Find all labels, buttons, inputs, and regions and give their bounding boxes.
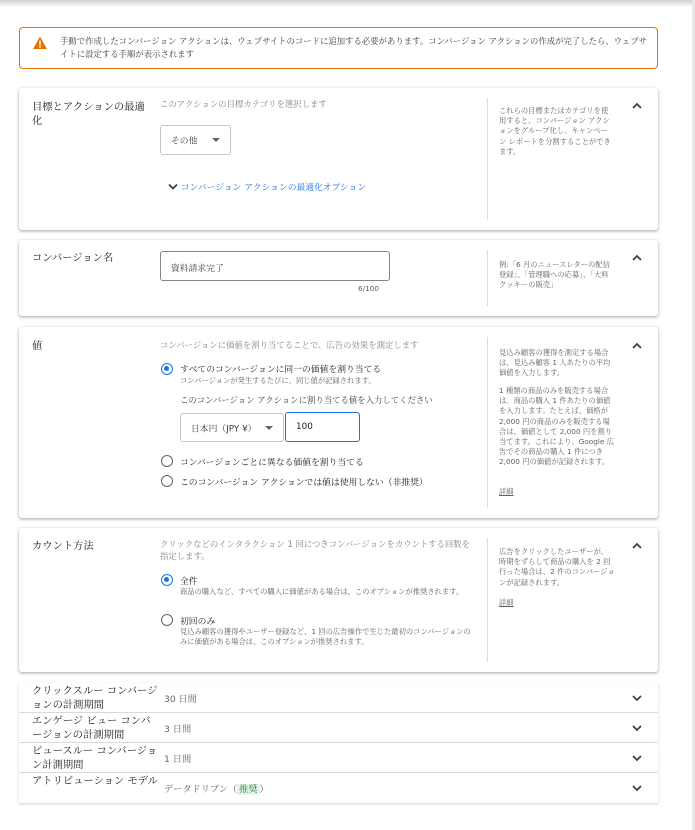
dropdown-arrow-icon: [265, 426, 273, 430]
row-label: エンゲージ ビュー コンバージョンの計測期間: [32, 715, 151, 741]
warning-text: 手動で作成したコンバージョン アクションは、ウェブサイトのコードに追加する必要があります。コンバージョン アクションの作成が完了したら、ウェブサイトに設定する手順が表示されます: [60, 36, 647, 59]
count-learn-more-link[interactable]: 詳細: [499, 598, 514, 607]
option-same-value-desc: コンバージョンが発生するたびに、同じ値が記録されます。: [180, 376, 376, 385]
card-divider: [487, 337, 488, 508]
radio-no-value[interactable]: [161, 475, 173, 487]
currency-value: 日本円（JPY ¥）: [191, 424, 257, 434]
count-label: カウント方法: [32, 540, 94, 552]
value-help-products: 1 種類の商品のみを販売する場合は、商品の購入 1 件あたりの価値を入力します。たとえば、価格が 2,000 円の商品のみを販売する場合は、価値として 2,000 円を割り当てます。これにより、Google 広告でその商品の購入 1 件につき 2,000 円の価値が記録されます。: [499, 386, 615, 467]
row-label: アトリビューション モデル: [32, 775, 158, 787]
chevron-up-icon[interactable]: [630, 99, 644, 113]
chevron-down-icon[interactable]: [630, 721, 644, 735]
value-hint: コンバージョンに価値を割り当てることで、広告の効果を測定します: [160, 340, 419, 350]
chevron-down-icon[interactable]: [630, 691, 644, 705]
chevron-down-icon[interactable]: [630, 781, 644, 795]
attribution-value-end: ）: [259, 784, 269, 795]
count-hint: クリックなどのインタラクション 1 回につきコンバージョンをカウントする回数を指定します。: [160, 539, 470, 561]
card-divider: [487, 98, 488, 220]
row-value: 1 日間: [164, 754, 192, 765]
radio-count-one[interactable]: [161, 614, 173, 626]
goal-category-select[interactable]: [160, 125, 231, 155]
optimization-options-label: コンバージョン アクションの最適化オプション: [180, 183, 367, 193]
card-divider: [487, 538, 488, 662]
optimization-options-link[interactable]: [168, 180, 366, 193]
radio-different-value[interactable]: [161, 455, 173, 467]
radio-count-every[interactable]: [161, 574, 173, 586]
chevron-up-icon[interactable]: [630, 251, 644, 265]
row-value: 3 日間: [164, 724, 192, 735]
value-help-leads: 見込み顧客の獲得を測定する場合は、見込み顧客 1 人あたりの平均価値を入力します。: [499, 348, 611, 378]
conversion-name-input[interactable]: [160, 251, 390, 281]
goal-card: [19, 88, 658, 230]
amount-value: 100: [296, 421, 313, 432]
option-no-value-label: このコンバージョン アクションでは値は使用しない（非推奨）: [180, 478, 428, 488]
option-one-desc: 見込み顧客の獲得やユーザー登録など、1 回の広告操作で生じた最初のコンバージョンのみに価値がある場合は、このオプションが推奨されます。: [180, 627, 471, 646]
warning-banner: [19, 27, 658, 69]
value-card: [19, 327, 658, 518]
option-same-value-label: すべてのコンバージョンに同一の価値を割り当てる: [180, 365, 382, 375]
conversion-name-card: [19, 240, 658, 316]
warning-icon: [32, 35, 48, 51]
row-label: ビュースルー コンバージョン計測期間: [32, 745, 158, 771]
value-learn-more-link[interactable]: 詳細: [499, 487, 514, 496]
row-value: [164, 781, 269, 795]
option-every-label: 全件: [180, 577, 198, 587]
goal-hint: このアクションの目標カテゴリを選択します: [160, 99, 327, 109]
option-different-value-label: コンバージョンごとに異なる価値を割り当てる: [180, 458, 364, 468]
char-counter: 6/100: [358, 284, 380, 293]
count-help: 広告をクリックしたユーザーが、時期をずらして商品の購入を 2 回行った場合は、2 件のコンバージョンが記録されます。: [499, 547, 615, 587]
conversion-name-value: 資料請求完了: [171, 264, 224, 274]
option-one-label: 初回のみ: [180, 617, 216, 627]
card-divider: [487, 250, 488, 306]
view-through-window-row[interactable]: [19, 743, 658, 772]
currency-select[interactable]: [180, 413, 284, 442]
value-label: 値: [32, 340, 43, 352]
top-bar: [0, 0, 695, 6]
chevron-up-icon[interactable]: [630, 539, 644, 553]
goal-help: これらの目標またはカテゴリを使用すると、コンバージョン アクションをグループ化し、キャンペーン レポートを分割することができます。: [499, 106, 611, 156]
chevron-down-icon[interactable]: [630, 751, 644, 765]
goal-label: 目標とアクションの最適化: [32, 101, 145, 127]
chevron-up-icon[interactable]: [630, 339, 644, 353]
row-value: 30 日間: [164, 694, 197, 705]
option-every-desc: 商品の購入など、すべての購入に価値がある場合は、このオプションが推奨されます。: [180, 587, 464, 596]
amount-prompt: このコンバージョン アクションに割り当てる値を入力してください: [180, 395, 433, 405]
engaged-view-window-row[interactable]: [19, 713, 658, 742]
attribution-model-row[interactable]: [19, 773, 658, 803]
conversion-name-help: 例:「6 月のニュースレターの配信登録」、「管理職への応募」、「大料クッキーの販売」: [499, 260, 610, 290]
conversion-name-label: コンバージョン名: [32, 252, 114, 264]
goal-category-value: その他: [171, 136, 198, 147]
amount-input[interactable]: [285, 412, 360, 442]
recommended-badge: 推奨: [239, 784, 258, 795]
chevron-down-icon: [168, 183, 178, 191]
click-through-window-row[interactable]: [19, 683, 658, 712]
count-card: [19, 528, 658, 672]
dropdown-arrow-icon: [212, 138, 220, 142]
radio-same-value[interactable]: [161, 363, 173, 375]
attribution-value: データドリブン（: [164, 784, 238, 795]
row-label: クリックスルー コンバージョンの計測期間: [32, 685, 158, 711]
